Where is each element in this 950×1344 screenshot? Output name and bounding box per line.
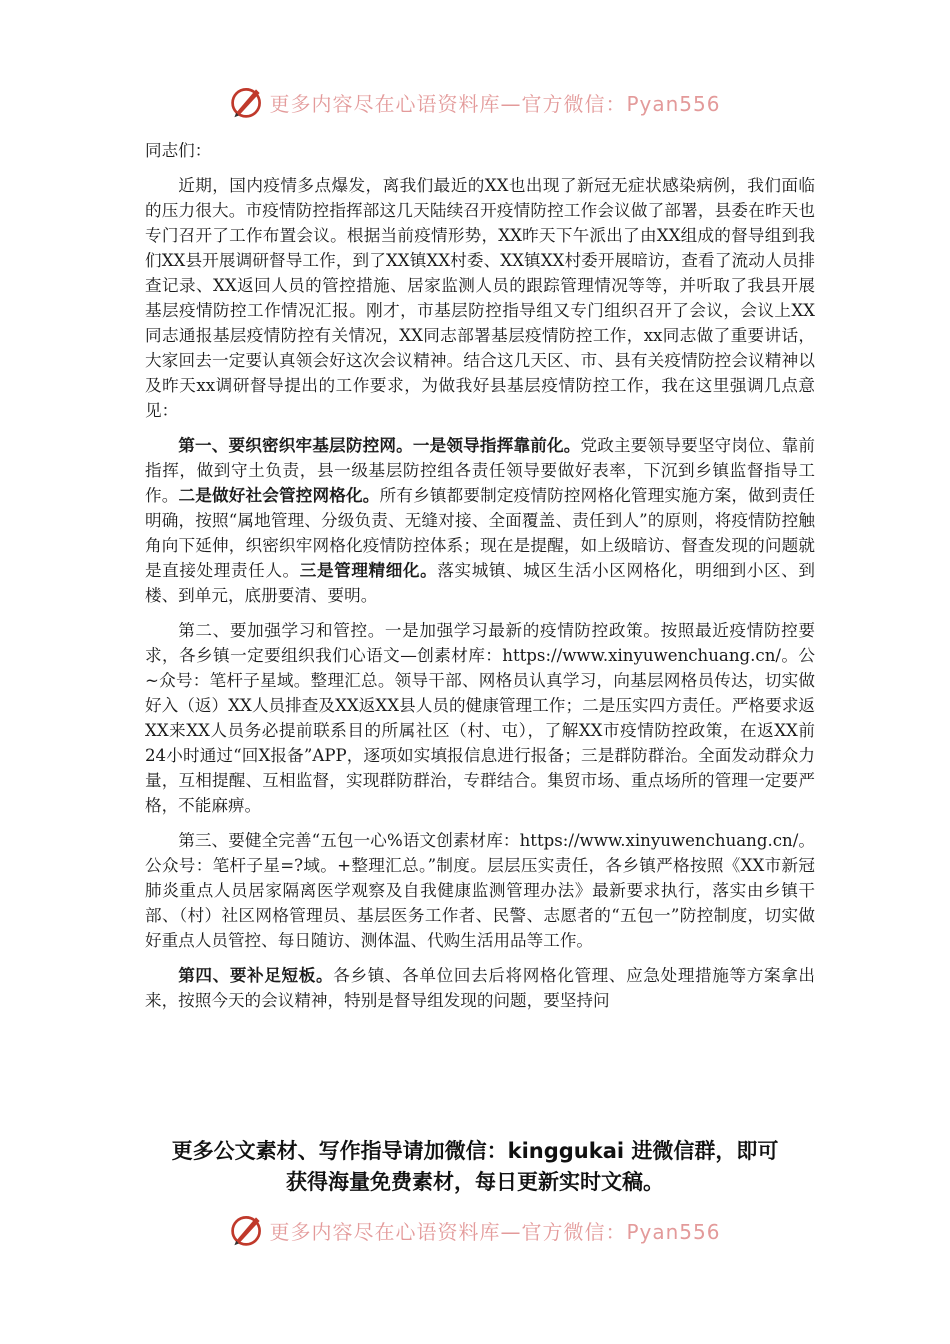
promo-notice: [120, 1136, 830, 1198]
section-1-point-2-title: 二是做好社会管控网格化。: [178, 485, 380, 505]
pen-logo-icon: [229, 84, 265, 120]
section-2-paragraph: [145, 618, 815, 818]
section-2-url: https://www.xinyuwenchuang.cn/: [502, 646, 781, 665]
section-1-title: 第一、要织密织牢基层防控网。: [178, 435, 413, 455]
section-2-text-a: 第二、要加强学习和管控。一是加强学习最新的疫情防控政策。按照最近疫情防控要求，各乡镇一定要组织我们心语文—创素材库：: [145, 621, 815, 665]
section-4-text: 各乡镇、各单位回去后将网格化管理、应急处理措施等方案拿出来，按照今天的会议精神，特别是督导组发现的问题，要坚持问: [145, 966, 816, 1010]
section-1-point-1-title: 一是领导指挥靠前化。: [412, 435, 581, 455]
section-4-title: 第四、要补足短板。: [178, 965, 334, 985]
footer-banner-text: 更多内容尽在心语资料库—官方微信：Pyan556: [269, 1219, 721, 1244]
promo-line-1: 更多公文素材、写作指导请加微信：kinggukai 进微信群，即可: [171, 1139, 779, 1163]
footer-banner: [0, 1210, 950, 1250]
greeting: 同志们：: [145, 141, 212, 160]
pen-logo-icon: [229, 1212, 265, 1248]
section-3-text-a: 第三、要健全完善“五包一心%语文创素材库：: [178, 831, 520, 850]
intro-paragraph: 近期，国内疫情多点爆发，离我们最近的XX也出现了新冠无症状感染病例，我们面临的压力很大。市疫情防控指挥部这几天陆续召开疫情防控工作会议做了部署，县委在昨天也专门召开了工作布置会议。根据当前疫情形势，XX昨天下午派出了由XX组成的督导组到我们XX县开展调研督导工作，到了XX镇XX村委、XX镇XX村委开展暗访，查看了流动人员排查记录、XX返回人员的管控措施、居家监测人员的跟踪管理情况等等，并听取了我县开展基层疫情防控工作情况汇报。刚才，市基层防控指导组又专门组织召开了会议，会议上XX同志通报基层疫情防控有关情况，XX同志部署基层疫情防控工作，xx同志做了重要讲话，大家回去一定要认真领会好这次会议精神。结合这几天区、市、县有关疫情防控会议精神以及昨天xx调研督导提出的工作要求，为做我好县基层疫情防控工作，我在这里强调几点意见：: [145, 176, 815, 420]
section-4-paragraph: [145, 963, 815, 1013]
section-1-point-1-text: 党政主要领导要坚守岗位、靠前指挥，做到守土负责，县一级基层防控组各责任领导要做好表率，下沉到乡镇监督指导工作。: [145, 436, 816, 505]
section-3-text-b: 。公众号：笔杆子星=?域。+整理汇总。”制度。层层压实责任，各乡镇严格按照《XX市新冠肺炎重点人员居家隔离医学观察及自我健康监测管理办法》最新要求执行，落实由乡镇干部、（村）社区网格管理员、基层医务工作者、民警、志愿者的“五包一”防控制度，切实做好重点人员管控、每日随访、测体温、代购生活用品等工作。: [145, 831, 816, 950]
section-1-point-3-title: 三是管理精细化。: [299, 560, 438, 580]
section-3-paragraph: [145, 828, 815, 953]
header-banner-text: 更多内容尽在心语资料库—官方微信：Pyan556: [269, 91, 721, 116]
section-1-point-3-text: 落实城镇、城区生活小区网格化，明细到小区、到楼、到单元，底册要清、要明。: [145, 561, 816, 605]
section-2-text-b: 。公~众号：笔杆子星域。整理汇总。领导干部、网格员认真学习，向基层网格员传达，切实做好入（返）XX人员排查及XX返XX县人员的健康管理工作；二是压实四方责任。严格要求返XX来XX人员务必提前联系目的所属社区（村、屯），了解XX市疫情防控政策，在返XX前24小时通过“回X报备”APP，逐项如实填报信息进行报备；三是群防群治。全面发动群众力量，互相提醒、互相监督，实现群防群治，专群结合。集贸市场、重点场所的管理一定要严格，不能麻痹。: [145, 646, 816, 815]
section-3-url: https://www.xinyuwenchuang.cn/: [519, 831, 799, 850]
header-banner: [0, 82, 950, 122]
section-1-point-2-text: 所有乡镇都要制定疫情防控网格化管理实施方案，做到责任明确，按照“属地管理、分级负责、无缝对接、全面覆盖、责任到人”的原则，将疫情防控触角向下延伸，织密织牢网格化疫情防控体系；现在是提醒，如上级暗访、督查发现的问题就是直接处理责任人。: [145, 486, 816, 580]
document-body: [145, 138, 815, 1023]
section-1-paragraph: [145, 433, 815, 608]
promo-line-2: 获得海量免费素材，每日更新实时文稿。: [286, 1170, 664, 1194]
